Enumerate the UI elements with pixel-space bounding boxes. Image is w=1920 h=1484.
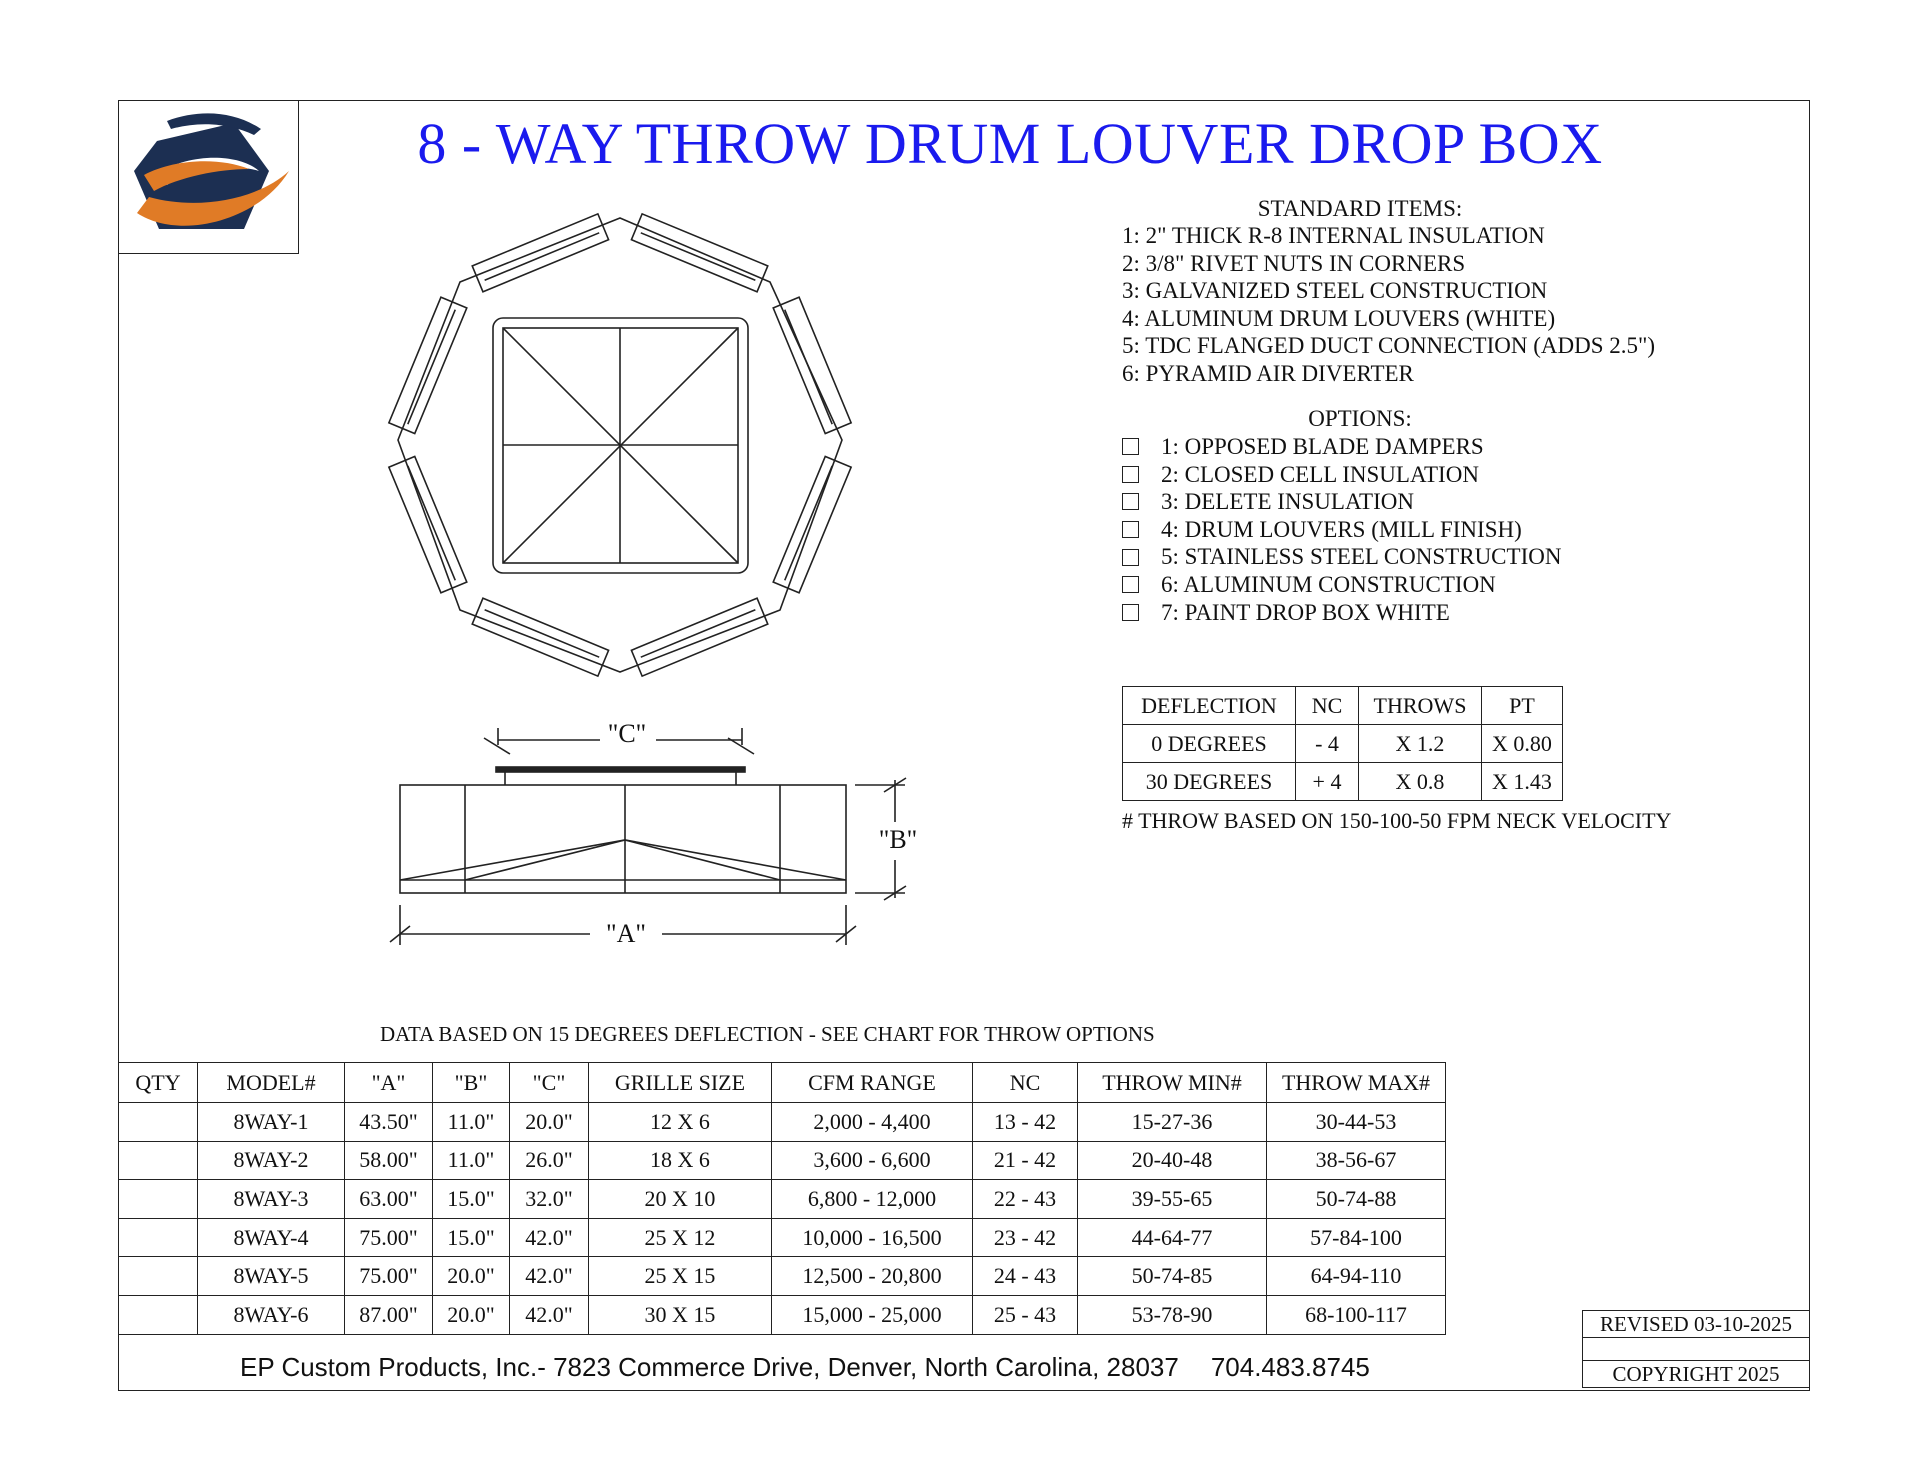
qty-cell[interactable] [119, 1180, 198, 1219]
table-cell: + 4 [1296, 763, 1359, 801]
table-cell: 25 X 12 [589, 1218, 772, 1257]
table-cell: 12,500 - 20,800 [772, 1257, 973, 1296]
table-cell: 11.0" [433, 1103, 510, 1142]
option-checkbox[interactable] [1122, 521, 1139, 538]
table-cell: - 4 [1296, 725, 1359, 763]
header-cell: NC [1296, 687, 1359, 725]
revised-date: REVISED 03-10-2025 [1583, 1311, 1810, 1338]
header-cell: "C" [510, 1063, 589, 1103]
header-cell: "B" [433, 1063, 510, 1103]
option-item [1122, 599, 1561, 627]
table-cell: 15.0" [433, 1180, 510, 1219]
drum-louver [389, 456, 467, 592]
side-view [390, 728, 906, 945]
table-cell: 75.00" [345, 1257, 433, 1296]
table-cell: 20.0" [433, 1295, 510, 1334]
option-label: 5: STAINLESS STEEL CONSTRUCTION [1161, 544, 1562, 570]
table-cell: 30 DEGREES [1123, 763, 1296, 801]
standard-item: 6: PYRAMID AIR DIVERTER [1122, 360, 1414, 386]
table-cell: 23 - 42 [973, 1218, 1078, 1257]
standard-items-heading: STANDARD ITEMS: [1257, 196, 1463, 221]
header-cell: MODEL# [198, 1063, 345, 1103]
table-cell: 30-44-53 [1267, 1103, 1446, 1142]
drum-louver [773, 456, 851, 592]
table-cell: 2,000 - 4,400 [772, 1103, 973, 1142]
table-cell: 0 DEGREES [1123, 725, 1296, 763]
table-cell: 44-64-77 [1078, 1218, 1267, 1257]
header-cell: DEFLECTION [1123, 687, 1296, 725]
header-cell: QTY [119, 1063, 198, 1103]
table-cell: 64-94-110 [1267, 1257, 1446, 1296]
option-item [1122, 571, 1561, 599]
table-cell: 25 X 15 [589, 1257, 772, 1296]
table-cell: 32.0" [510, 1180, 589, 1219]
table-cell: 12 X 6 [589, 1103, 772, 1142]
header-cell: "A" [345, 1063, 433, 1103]
table-cell: 20-40-48 [1078, 1141, 1267, 1180]
table-cell: 20.0" [433, 1257, 510, 1296]
table-cell: 8WAY-4 [198, 1218, 345, 1257]
table-cell: 15.0" [433, 1218, 510, 1257]
revision-block [1582, 1310, 1810, 1391]
table-row [1123, 725, 1563, 763]
table-cell: 43.50" [345, 1103, 433, 1142]
standard-item: 2: 3/8" RIVET NUTS IN CORNERS [1122, 250, 1466, 276]
table-cell: X 1.2 [1359, 725, 1482, 763]
data-note: DATA BASED ON 15 DEGREES DEFLECTION - SEE CHART FOR THROW OPTIONS [380, 1022, 1155, 1046]
technical-drawing [370, 210, 918, 960]
table-cell: 87.00" [345, 1295, 433, 1334]
table-cell: 42.0" [510, 1257, 589, 1296]
table-row [119, 1295, 1446, 1334]
option-label: 6: ALUMINUM CONSTRUCTION [1161, 571, 1496, 597]
drum-louver [631, 214, 767, 292]
table-cell: 21 - 42 [973, 1141, 1078, 1180]
revision-spacer [1583, 1338, 1810, 1361]
option-item [1122, 433, 1561, 461]
qty-cell[interactable] [119, 1295, 198, 1334]
table-header-row [119, 1063, 1446, 1103]
option-item [1122, 543, 1561, 571]
standard-item: 3: GALVANIZED STEEL CONSTRUCTION [1122, 278, 1548, 304]
table-cell: 68-100-117 [1267, 1295, 1446, 1334]
option-item [1122, 516, 1561, 544]
table-cell: 26.0" [510, 1141, 589, 1180]
option-label: 7: PAINT DROP BOX WHITE [1161, 599, 1450, 625]
table-cell: 57-84-100 [1267, 1218, 1446, 1257]
option-checkbox[interactable] [1122, 604, 1139, 621]
dimension-c-label: "C" [607, 719, 647, 748]
qty-cell[interactable] [119, 1257, 198, 1296]
standard-item: 4: ALUMINUM DRUM LOUVERS (WHITE) [1122, 305, 1556, 331]
qty-cell[interactable] [119, 1141, 198, 1180]
table-row [119, 1103, 1446, 1142]
table-cell: 8WAY-2 [198, 1141, 345, 1180]
table-cell: 25 - 43 [973, 1295, 1078, 1334]
model-table [118, 1062, 1446, 1335]
table-cell: 30 X 15 [589, 1295, 772, 1334]
header-cell: NC [973, 1063, 1078, 1103]
table-cell: 53-78-90 [1078, 1295, 1267, 1334]
table-cell: 20.0" [510, 1103, 589, 1142]
table-cell: 6,800 - 12,000 [772, 1180, 973, 1219]
table-cell: 50-74-85 [1078, 1257, 1267, 1296]
table-cell: 20 X 10 [589, 1180, 772, 1219]
header-cell: THROW MIN# [1078, 1063, 1267, 1103]
table-cell: 63.00" [345, 1180, 433, 1219]
table-cell: 15,000 - 25,000 [772, 1295, 973, 1334]
standard-item: 5: TDC FLANGED DUCT CONNECTION (ADDS 2.5") [1122, 333, 1656, 359]
table-header-row [1123, 687, 1563, 725]
copyright: COPYRIGHT 2025 [1583, 1361, 1810, 1388]
footer-address: EP Custom Products, Inc.- 7823 Commerce Drive, Denver, North Carolina, 28037 [240, 1352, 1179, 1382]
footer [240, 1352, 1370, 1383]
throw-note: # THROW BASED ON 150-100-50 FPM NECK VELOCITY [1122, 808, 1672, 833]
table-cell: 39-55-65 [1078, 1180, 1267, 1219]
table-cell: 11.0" [433, 1141, 510, 1180]
option-checkbox[interactable] [1122, 576, 1139, 593]
qty-cell[interactable] [119, 1103, 198, 1142]
company-logo [118, 100, 299, 254]
header-cell: PT [1482, 687, 1563, 725]
option-checkbox[interactable] [1122, 438, 1139, 455]
option-item [1122, 488, 1561, 516]
table-cell: 8WAY-3 [198, 1180, 345, 1219]
header-cell: THROW MAX# [1267, 1063, 1446, 1103]
table-row [119, 1141, 1446, 1180]
option-label: 2: CLOSED CELL INSULATION [1161, 461, 1479, 487]
header-cell: GRILLE SIZE [589, 1063, 772, 1103]
table-cell: X 0.8 [1359, 763, 1482, 801]
table-cell: 8WAY-1 [198, 1103, 345, 1142]
table-cell: 18 X 6 [589, 1141, 772, 1180]
table-cell: 3,600 - 6,600 [772, 1141, 973, 1180]
option-checkbox[interactable] [1122, 549, 1139, 566]
table-cell: 50-74-88 [1267, 1180, 1446, 1219]
drum-louver [472, 598, 608, 676]
header-cell: CFM RANGE [772, 1063, 973, 1103]
dimension-b-label: "B" [878, 825, 918, 854]
table-cell: X 0.80 [1482, 725, 1563, 763]
drum-louver [472, 214, 608, 292]
option-label: 1: OPPOSED BLADE DAMPERS [1161, 434, 1484, 459]
table-cell: 42.0" [510, 1295, 589, 1334]
table-cell: 22 - 43 [973, 1180, 1078, 1219]
standard-items-list [1122, 222, 1655, 388]
options-heading: OPTIONS: [1308, 406, 1412, 431]
footer-phone: 704.483.8745 [1210, 1352, 1370, 1382]
option-label: 3: DELETE INSULATION [1161, 489, 1414, 515]
table-cell: 24 - 43 [973, 1257, 1078, 1296]
top-view [389, 214, 851, 676]
table-row [119, 1218, 1446, 1257]
option-label: 4: DRUM LOUVERS (MILL FINISH) [1161, 516, 1522, 542]
table-cell: 38-56-67 [1267, 1141, 1446, 1180]
table-row [119, 1257, 1446, 1296]
standard-item: 1: 2" THICK R-8 INTERNAL INSULATION [1122, 223, 1545, 248]
dimension-a-label: "A" [605, 919, 647, 948]
table-cell: 42.0" [510, 1218, 589, 1257]
option-item [1122, 461, 1561, 489]
table-row [1123, 763, 1563, 801]
qty-cell[interactable] [119, 1218, 198, 1257]
page-title: 8 - WAY THROW DRUM LOUVER DROP BOX [417, 111, 1603, 176]
drum-louver [773, 297, 851, 433]
table-cell: 8WAY-5 [198, 1257, 345, 1296]
option-checkbox[interactable] [1122, 493, 1139, 510]
table-cell: 10,000 - 16,500 [772, 1218, 973, 1257]
drum-louver [631, 598, 767, 676]
table-cell: 58.00" [345, 1141, 433, 1180]
table-cell: X 1.43 [1482, 763, 1563, 801]
table-row [119, 1180, 1446, 1219]
option-checkbox[interactable] [1122, 466, 1139, 483]
table-cell: 75.00" [345, 1218, 433, 1257]
table-cell: 13 - 42 [973, 1103, 1078, 1142]
table-cell: 8WAY-6 [198, 1295, 345, 1334]
table-cell: 15-27-36 [1078, 1103, 1267, 1142]
deflection-table [1122, 686, 1563, 801]
options-list [1122, 433, 1561, 626]
header-cell: THROWS [1359, 687, 1482, 725]
